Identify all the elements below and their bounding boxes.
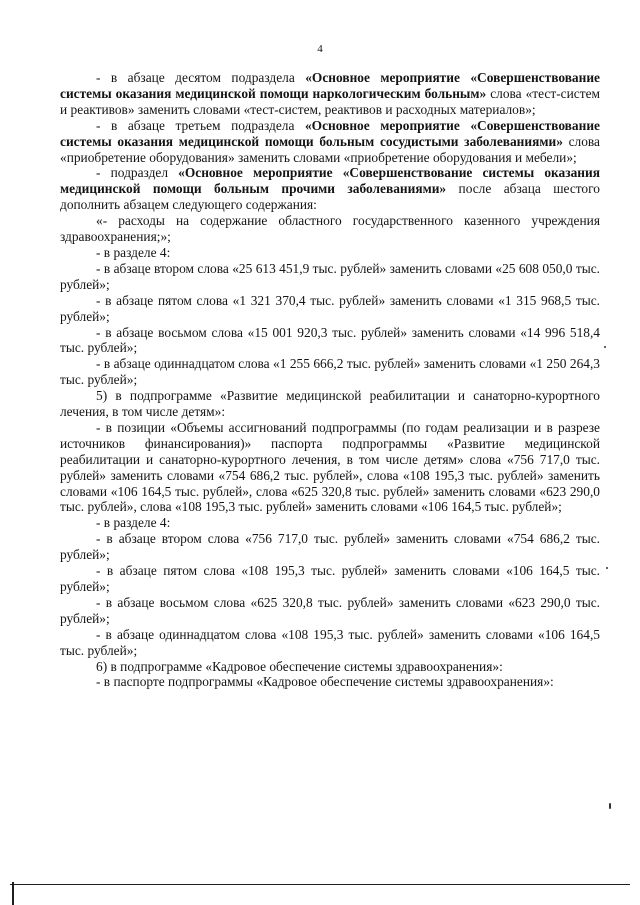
- paragraph: [60, 388, 600, 420]
- paragraph: [60, 325, 600, 357]
- paragraph: [60, 293, 600, 325]
- text-run: - в абзаце десятом подраздела: [96, 70, 306, 85]
- paragraph: [60, 659, 600, 675]
- text-run: - в паспорте подпрограммы «Кадровое обеспечение системы здравоохранения»:: [96, 674, 554, 690]
- text-run: 5) в подпрограмме «Развитие медицинской реабилитации и санаторно-курортного лечения, в том числе детям»:: [60, 388, 600, 420]
- text-run: - в абзаце третьем подраздела: [96, 117, 305, 133]
- bold-text-run: «Основное мероприятие «Совершенствование системы оказания медицинской помощи наркологическим больным»: [60, 70, 600, 101]
- paragraph: [60, 118, 600, 166]
- text-run: - в абзаце пятом слова «108 195,3 тыс. рублей» заменить словами «106 164,5 тыс. рублей»;: [60, 563, 600, 594]
- text-run: - в разделе 4:: [96, 244, 171, 260]
- text-run: - в абзаце втором слова «25 613 451,9 тыс. рублей» заменить словами «25 608 050,0 тыс. рублей»;: [60, 260, 600, 292]
- text-run: - в позиции «Объемы ассигнований подпрограммы (по годам реализации и в разрезе источников финансирования)» паспорта подпрограммы «Развитие медицинской реабилитации и санаторно-курортного лечения, в том числе детям» слова «756 717,0 тыс. рублей» заменить словами «754 686,2 тыс. рублей», слова «108 195,3 тыс. рублей» заменить словами «106 164,5 тыс. рублей», слова «625 320,8 тыс. рублей» заменить словами «623 290,0 тыс. рублей», слова «108 195,3 тыс. рублей» заменить словами «106 164,5 тыс. рублей»;: [60, 419, 600, 515]
- text-run: - в абзаце восьмом слова «625 320,8 тыс. рублей» заменить словами «623 290,0 тыс. рублей»;: [60, 594, 600, 626]
- paragraph: [60, 261, 600, 293]
- text-run: - в разделе 4:: [96, 515, 171, 531]
- paragraph: [60, 420, 600, 515]
- text-run: - в абзаце пятом слова «1 321 370,4 тыс. рублей» заменить словами «1 315 968,5 тыс. рублей»;: [60, 292, 600, 324]
- paragraph: [60, 165, 600, 213]
- paragraph: [60, 515, 600, 531]
- text-run: слова «приобретение оборудования» заменить словами «приобретение оборудования и мебели»;: [60, 133, 600, 165]
- text-run: слова «тест-систем и реактивов» заменить словами «тест-систем, реактивов и расходных материалов»;: [60, 85, 601, 117]
- text-run: после абзаца шестого дополнить абзацем следующего содержания:: [60, 181, 600, 213]
- bold-text-run: «Основное мероприятие «Совершенствование системы оказания медицинской помощи больным прочими заболеваниями»: [60, 165, 600, 197]
- text-run: - в абзаце одиннадцатом слова «1 255 666,2 тыс. рублей» заменить словами «1 250 264,3 тыс. рублей»;: [60, 356, 600, 388]
- scan-speck: [604, 346, 606, 348]
- page-number: 4: [317, 43, 323, 55]
- bold-text-run: «Основное мероприятие «Совершенствование системы оказания медицинской помощи больным сосудистыми заболеваниями»: [60, 117, 600, 149]
- bottom-rule: [10, 884, 630, 885]
- edge-rule: [12, 882, 14, 905]
- text-run: - подраздел: [96, 165, 179, 181]
- paragraph: [60, 245, 600, 261]
- paragraph: [60, 627, 600, 659]
- document-body: [60, 70, 600, 690]
- text-run: 6) в подпрограмме «Кадровое обеспечение системы здравоохранения»:: [96, 658, 503, 674]
- paragraph: [60, 356, 600, 388]
- paragraph: [60, 595, 600, 627]
- paragraph: [60, 70, 600, 118]
- text-run: - в абзаце одиннадцатом слова «108 195,3 тыс. рублей» заменить словами «106 164,5 тыс. рублей»;: [60, 626, 600, 658]
- text-run: - в абзаце втором слова «756 717,0 тыс. рублей» заменить словами «754 686,2 тыс. рублей»;: [60, 531, 600, 563]
- scan-speck: [606, 567, 608, 569]
- paragraph: [60, 213, 600, 245]
- paragraph: [60, 674, 600, 690]
- text-run: - в абзаце восьмом слова «15 001 920,3 тыс. рублей» заменить словами «14 996 518,4 тыс. рублей»;: [60, 324, 600, 356]
- scan-speck: [609, 803, 611, 809]
- paragraph: [60, 563, 600, 595]
- text-run: «- расходы на содержание областного государственного казенного учреждения здравоохранения;»;: [60, 213, 600, 245]
- paragraph: [60, 531, 600, 563]
